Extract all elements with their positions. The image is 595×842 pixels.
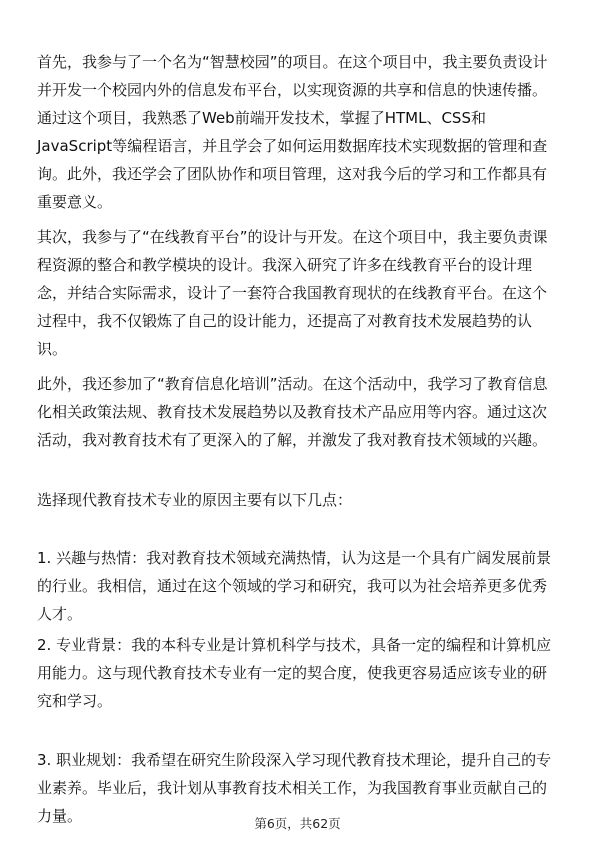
paragraph-smart-campus: 首先，我参与了一个名为“智慧校园”的项目。在这个项目中，我主要负责设计并开发一个校园内外的信息发布平台，以实现资源的共享和信息的快速传播。通过这个项目，我熟悉了Web前端开发技术，掌握了HTML、CSS和JavaScript等编程语言，并且学会了如何运用数据库技术实现数据的管理和查询。此外，我还学会了团队协作和项目管理，这对我今后的学习和工作都具有重要意义。 bbox=[37, 53, 548, 211]
list-item-interest: 1. 兴趣与热情：我对教育技术领域充满热情，认为这是一个具有广阔发展前景的行业。我相信，通过在这个领域的学习和研究，我可以为社会培养更多优秀人才。 bbox=[37, 549, 552, 623]
list-item-career-plan: 3. 职业规划：我希望在研究生阶段深入学习现代教育技术理论，提升自己的专业素养。毕业后，我计划从事教育技术相关工作，为我国教育事业贡献自己的力量。 bbox=[37, 751, 552, 825]
paragraph-reasons-intro: 选择现代教育技术专业的原因主要有以下几点： bbox=[37, 491, 353, 509]
list-item-background: 2. 专业背景：我的本科专业是计算机科学与技术，具备一定的编程和计算机应用能力。这与现代教育技术专业有一定的契合度，使我更容易适应该专业的研究和学习。 bbox=[37, 636, 552, 710]
page-number-footer: 第6页，共62页 bbox=[254, 816, 341, 831]
paragraph-training-activity: 此外，我还参加了“教育信息化培训”活动。在这个活动中，我学习了教育信息化相关政策法规、教育技术发展趋势以及教育技术产品应用等内容。通过这次活动，我对教育技术有了更深入的了解，并激发了我对教育技术领域的兴趣。 bbox=[37, 375, 548, 449]
paragraph-online-education: 其次，我参与了“在线教育平台”的设计与开发。在这个项目中，我主要负责课程资源的整合和教学模块的设计。我深入研究了许多在线教育平台的设计理念，并结合实际需求，设计了一套符合我国教育现状的在线教育平台。在这个过程中，我不仅锻炼了自己的设计能力，还提高了对教育技术发展趋势的认识。 bbox=[37, 228, 548, 358]
